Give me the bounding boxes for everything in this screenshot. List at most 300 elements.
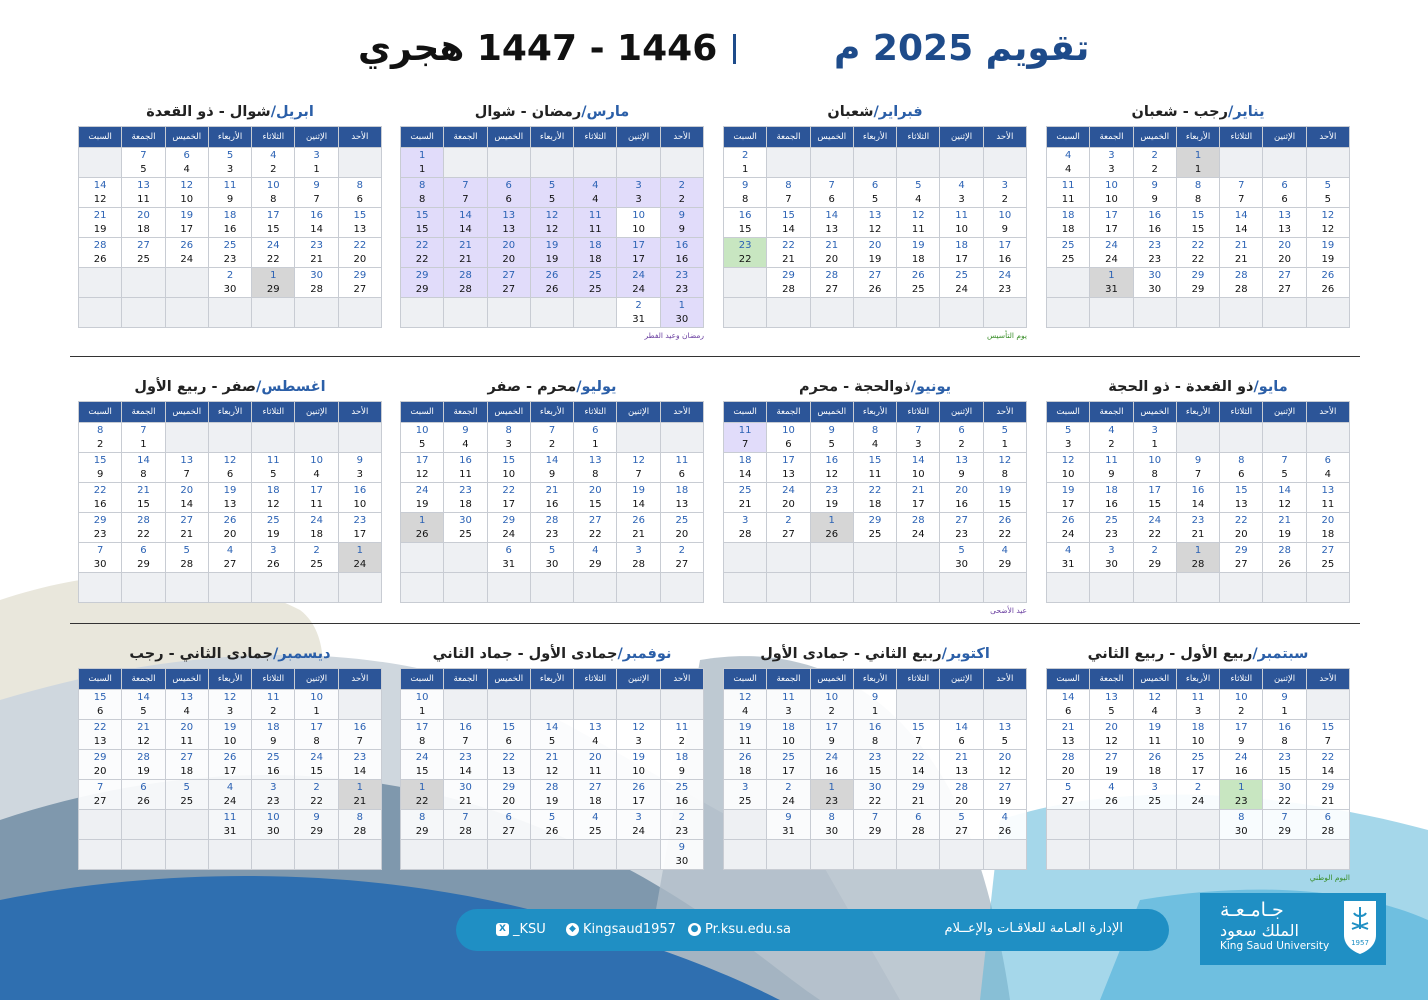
day-cell — [165, 690, 208, 720]
week-row — [724, 543, 1027, 573]
hijri-day: 23 — [675, 269, 689, 281]
gregorian-day: 12 — [137, 735, 150, 747]
gregorian-day: 27 — [223, 558, 237, 570]
week-row — [79, 148, 382, 178]
gregorian-day: 23 — [675, 825, 689, 837]
gregorian-day: 7 — [462, 735, 469, 747]
gregorian-day: 14 — [459, 765, 472, 777]
gregorian-day: 23 — [266, 795, 280, 807]
day-cell — [1133, 208, 1176, 238]
weekday-header: الأربعاء — [208, 669, 251, 690]
day-cell — [295, 543, 338, 573]
day-cell — [122, 720, 165, 750]
hijri-day: 29 — [415, 269, 429, 281]
empty-day-cell — [1133, 810, 1176, 840]
hijri-day: 1 — [356, 781, 364, 793]
week-row — [724, 810, 1027, 840]
gregorian-month-name: يونيو — [916, 379, 952, 395]
hijri-day: 23 — [868, 751, 882, 763]
gregorian-day: 16 — [223, 223, 237, 235]
day-cell — [574, 453, 617, 483]
gregorian-day: 11 — [1148, 735, 1162, 747]
weekday-header: السبت — [1047, 127, 1090, 148]
gregorian-day: 5 — [1324, 193, 1332, 205]
gregorian-day: 15 — [998, 498, 1012, 510]
day-cell — [1176, 208, 1219, 238]
empty-day-cell — [617, 423, 660, 453]
day-cell — [617, 543, 660, 573]
day-cell — [122, 483, 165, 513]
gregorian-day: 8 — [592, 468, 599, 480]
hijri-day: 25 — [1105, 514, 1118, 526]
day-cell — [767, 453, 810, 483]
gregorian-day: 7 — [183, 468, 190, 480]
gregorian-day: 16 — [955, 498, 968, 510]
gregorian-day: 6 — [785, 438, 792, 450]
day-cell — [617, 720, 660, 750]
weekday-header: السبت — [79, 669, 122, 690]
hijri-day: 18 — [738, 454, 752, 466]
gregorian-day: 9 — [1001, 223, 1009, 235]
footer-x[interactable] — [496, 922, 546, 937]
gregorian-day: 5 — [1108, 705, 1115, 717]
day-cell — [1047, 238, 1090, 268]
day-cell — [208, 720, 251, 750]
day-cell — [252, 750, 295, 780]
website-text: Pr.ksu.edu.sa — [705, 922, 791, 937]
hijri-day: 12 — [180, 179, 194, 191]
gregorian-day: 4 — [741, 705, 749, 717]
day-cell — [1263, 720, 1306, 750]
day-cell — [1133, 483, 1176, 513]
day-cell — [1090, 268, 1133, 298]
gregorian-day: 5 — [871, 193, 879, 205]
gregorian-day: 18 — [180, 765, 194, 777]
empty-day-cell — [810, 543, 853, 573]
gregorian-day: 8 — [1281, 735, 1288, 747]
hijri-day: 9 — [313, 811, 320, 823]
hijri-day: 6 — [505, 544, 512, 556]
day-cell — [897, 810, 940, 840]
hijri-day: 22 — [502, 751, 516, 763]
gregorian-day: 8 — [1194, 193, 1202, 205]
empty-day-cell — [444, 298, 487, 328]
hijri-day: 12 — [1321, 209, 1335, 221]
hijri-day: 2 — [741, 149, 749, 161]
empty-day-cell — [724, 840, 767, 870]
day-cell — [444, 750, 487, 780]
gregorian-month-name: يوليو — [581, 379, 617, 395]
empty-day-cell — [574, 840, 617, 870]
hijri-day: 16 — [310, 209, 323, 221]
gregorian-day: 20 — [1061, 765, 1075, 777]
hijri-day: 2 — [785, 781, 792, 793]
hijri-day: 29 — [1191, 269, 1205, 281]
empty-day-cell — [724, 573, 767, 603]
day-cell — [983, 750, 1026, 780]
month-title-slash: / — [873, 104, 879, 120]
empty-day-cell — [165, 573, 208, 603]
empty-day-cell — [487, 840, 530, 870]
empty-day-cell — [1263, 148, 1306, 178]
gregorian-day: 9 — [678, 765, 686, 777]
hijri-day: 10 — [1234, 691, 1248, 703]
gregorian-day: 4 — [313, 468, 320, 480]
gregorian-day: 14 — [911, 765, 925, 777]
gregorian-day: 18 — [588, 795, 602, 807]
day-cell — [79, 208, 122, 238]
gregorian-day: 18 — [588, 253, 602, 265]
hijri-day: 21 — [137, 484, 150, 496]
weekday-header: الجمعة — [444, 127, 487, 148]
footer-snapchat[interactable] — [566, 922, 676, 937]
hijri-day: 18 — [1061, 209, 1075, 221]
empty-day-cell — [1220, 840, 1263, 870]
gregorian-day: 17 — [180, 223, 194, 235]
hijri-day: 13 — [180, 454, 194, 466]
day-cell — [1306, 750, 1349, 780]
day-cell — [574, 483, 617, 513]
day-cell — [574, 780, 617, 810]
weekday-header: الثلاثاء — [252, 402, 295, 423]
day-cell — [295, 690, 338, 720]
empty-day-cell — [617, 690, 660, 720]
gregorian-month-name: ديسمبر — [278, 646, 331, 662]
month-calendar — [723, 373, 1027, 615]
gregorian-day: 22 — [415, 795, 429, 807]
day-cell — [444, 208, 487, 238]
day-cell — [444, 178, 487, 208]
hijri-day: 2 — [678, 179, 686, 191]
hijri-day: 21 — [1234, 239, 1248, 251]
hijri-day: 21 — [825, 239, 839, 251]
hijri-day: 16 — [1191, 484, 1205, 496]
hijri-day: 5 — [915, 179, 922, 191]
hijri-day: 24 — [998, 269, 1012, 281]
day-cell — [338, 720, 381, 750]
day-cell — [208, 483, 251, 513]
hijri-day: 11 — [675, 454, 689, 466]
gregorian-day: 9 — [828, 735, 835, 747]
gregorian-day: 29 — [137, 558, 150, 570]
empty-day-cell — [853, 543, 896, 573]
day-cell — [983, 268, 1026, 298]
gregorian-day: 12 — [1105, 735, 1118, 747]
hijri-day: 5 — [958, 811, 965, 823]
week-row — [79, 690, 382, 720]
hijri-month-name: ذوالحجة - محرم — [798, 379, 911, 395]
month-calendar — [78, 640, 382, 870]
day-cell — [1090, 178, 1133, 208]
day-cell — [444, 720, 487, 750]
hijri-day: 30 — [868, 781, 882, 793]
month-title-slash: / — [272, 646, 279, 662]
weekday-header: الثلاثاء — [1220, 669, 1263, 690]
hijri-day: 16 — [353, 484, 367, 496]
hijri-day: 27 — [502, 269, 516, 281]
empty-day-cell — [940, 148, 983, 178]
day-cell — [660, 298, 703, 328]
gregorian-day: 6 — [1064, 705, 1072, 717]
hijri-day: 4 — [226, 544, 234, 556]
week-row — [1047, 298, 1350, 328]
hijri-day: 25 — [266, 514, 280, 526]
hijri-day: 16 — [868, 721, 882, 733]
week-row — [1047, 148, 1350, 178]
day-cell — [487, 750, 530, 780]
gregorian-day: 9 — [1238, 735, 1245, 747]
day-cell — [165, 178, 208, 208]
day-cell — [338, 453, 381, 483]
hijri-day: 7 — [462, 179, 469, 191]
weekday-header: الخميس — [810, 669, 853, 690]
gregorian-day: 25 — [1321, 558, 1335, 570]
week-row — [1047, 453, 1350, 483]
gregorian-day: 17 — [911, 498, 925, 510]
empty-day-cell — [1263, 573, 1306, 603]
hijri-day: 13 — [588, 454, 602, 466]
day-cell — [79, 513, 122, 543]
empty-day-cell — [1306, 573, 1349, 603]
day-cell — [660, 720, 703, 750]
gregorian-day: 10 — [955, 223, 968, 235]
gregorian-day: 1 — [741, 163, 749, 175]
hijri-day: 26 — [632, 514, 645, 526]
weekday-header: الخميس — [165, 669, 208, 690]
hijri-day: 12 — [1148, 691, 1162, 703]
gregorian-day: 3 — [635, 193, 642, 205]
day-cell — [252, 513, 295, 543]
gregorian-day: 14 — [180, 498, 194, 510]
hijri-day: 25 — [955, 269, 968, 281]
gregorian-day: 28 — [459, 825, 472, 837]
hijri-day: 26 — [998, 514, 1012, 526]
day-cell — [1306, 780, 1349, 810]
month-holiday-note: اليوم الوطني — [1309, 873, 1350, 882]
empty-day-cell — [983, 298, 1026, 328]
hijri-day: 24 — [1234, 751, 1248, 763]
day-cell — [208, 178, 251, 208]
hijri-day: 28 — [545, 514, 559, 526]
gregorian-day: 15 — [415, 765, 429, 777]
day-cell — [1263, 513, 1306, 543]
footer-website[interactable] — [688, 922, 791, 937]
gregorian-day: 19 — [266, 528, 280, 540]
empty-day-cell — [1176, 573, 1219, 603]
empty-day-cell — [401, 298, 444, 328]
weekday-header: السبت — [724, 669, 767, 690]
day-cell — [165, 208, 208, 238]
day-cell — [487, 780, 530, 810]
day-cell — [165, 238, 208, 268]
hijri-day: 27 — [868, 269, 882, 281]
empty-day-cell — [853, 148, 896, 178]
gregorian-day: 1 — [140, 438, 147, 450]
empty-day-cell — [983, 573, 1026, 603]
day-cell — [79, 780, 122, 810]
hijri-day: 13 — [1105, 691, 1118, 703]
hijri-day: 13 — [1321, 484, 1335, 496]
gregorian-day: 28 — [632, 558, 645, 570]
day-cell — [122, 238, 165, 268]
hijri-day: 10 — [310, 691, 323, 703]
hijri-day: 17 — [1105, 209, 1118, 221]
weekday-header: الجمعة — [1090, 127, 1133, 148]
gregorian-day: 15 — [310, 765, 323, 777]
empty-day-cell — [1176, 423, 1219, 453]
day-cell — [940, 513, 983, 543]
hijri-day: 16 — [1148, 209, 1162, 221]
day-cell — [724, 720, 767, 750]
weekday-header: الخميس — [165, 127, 208, 148]
gregorian-day: 5 — [140, 163, 147, 175]
day-cell — [574, 810, 617, 840]
hijri-day: 13 — [137, 179, 150, 191]
day-cell — [724, 423, 767, 453]
gregorian-day: 12 — [825, 468, 839, 480]
hijri-day: 11 — [223, 179, 237, 191]
hijri-day: 3 — [1108, 544, 1115, 556]
week-row — [401, 690, 704, 720]
gregorian-day: 10 — [1191, 735, 1205, 747]
hijri-day: 28 — [955, 781, 968, 793]
hijri-day: 24 — [415, 751, 429, 763]
gregorian-day: 5 — [1281, 468, 1288, 480]
hijri-day: 27 — [1321, 544, 1335, 556]
hijri-day: 9 — [828, 424, 835, 436]
hijri-day: 17 — [998, 239, 1012, 251]
gregorian-day: 28 — [738, 528, 752, 540]
month-table — [78, 668, 382, 870]
gregorian-day: 5 — [418, 438, 426, 450]
day-cell — [338, 268, 381, 298]
hijri-day: 10 — [825, 691, 839, 703]
day-cell — [660, 238, 703, 268]
hijri-day: 2 — [1151, 149, 1158, 161]
hijri-day: 20 — [998, 751, 1012, 763]
hijri-day: 21 — [1061, 721, 1075, 733]
gregorian-day: 20 — [353, 253, 367, 265]
month-holiday-note: رمضان وعيد الفطر — [644, 331, 704, 340]
day-cell — [1090, 720, 1133, 750]
gregorian-month-name: اكتوبر — [946, 646, 990, 662]
hijri-day: 19 — [1148, 721, 1162, 733]
gregorian-day: 2 — [1151, 163, 1158, 175]
empty-day-cell — [767, 840, 810, 870]
hijri-day: 8 — [96, 424, 104, 436]
gregorian-day: 24 — [911, 528, 925, 540]
month-table — [1046, 126, 1350, 328]
gregorian-day: 25 — [588, 825, 602, 837]
empty-day-cell — [295, 423, 338, 453]
gregorian-day: 14 — [632, 498, 645, 510]
hijri-day: 1 — [1194, 544, 1202, 556]
hijri-day: 20 — [868, 239, 882, 251]
footer-department: الإدارة العـامة للعلاقـات والإعــلام — [944, 921, 1123, 936]
hijri-day: 6 — [505, 811, 512, 823]
month-title-slash: / — [617, 646, 623, 662]
hijri-day: 6 — [871, 179, 879, 191]
hijri-month-name: ربيع الأول - ربيع الثاني — [1087, 646, 1253, 662]
gregorian-day: 22 — [415, 253, 429, 265]
gregorian-day: 12 — [1321, 223, 1335, 235]
day-cell — [767, 810, 810, 840]
hijri-day: 15 — [782, 209, 795, 221]
day-cell — [810, 513, 853, 543]
week-row — [401, 573, 704, 603]
day-cell — [940, 178, 983, 208]
day-cell — [295, 483, 338, 513]
empty-day-cell — [79, 840, 122, 870]
gregorian-day: 11 — [137, 193, 150, 205]
hijri-day: 18 — [955, 239, 968, 251]
gregorian-day: 2 — [678, 193, 686, 205]
day-cell — [252, 720, 295, 750]
weekday-header: الإثنين — [617, 669, 660, 690]
gregorian-day: 19 — [1105, 765, 1118, 777]
hijri-day: 27 — [1278, 269, 1291, 281]
day-cell — [1220, 178, 1263, 208]
gregorian-day: 28 — [1191, 558, 1205, 570]
hijri-day: 30 — [459, 514, 472, 526]
hijri-day: 15 — [502, 454, 516, 466]
hijri-day: 5 — [1064, 424, 1072, 436]
day-cell — [617, 268, 660, 298]
gregorian-day: 30 — [675, 313, 689, 325]
day-cell — [897, 178, 940, 208]
hijri-day: 28 — [459, 269, 472, 281]
hijri-month-name: محرم - صفر — [487, 379, 577, 395]
hijri-day: 10 — [782, 424, 795, 436]
day-cell — [252, 780, 295, 810]
gregorian-day: 16 — [1234, 765, 1248, 777]
hijri-day: 8 — [418, 179, 426, 191]
hijri-day: 9 — [741, 179, 749, 191]
hijri-day: 21 — [545, 751, 559, 763]
day-cell — [338, 208, 381, 238]
hijri-day: 25 — [738, 484, 752, 496]
day-cell — [983, 208, 1026, 238]
week-row — [79, 780, 382, 810]
day-cell — [252, 208, 295, 238]
month-calendar — [1046, 98, 1350, 328]
empty-day-cell — [574, 148, 617, 178]
day-cell — [767, 513, 810, 543]
empty-day-cell — [487, 298, 530, 328]
empty-day-cell — [1047, 573, 1090, 603]
gregorian-day: 26 — [415, 528, 429, 540]
week-row — [1047, 208, 1350, 238]
month-title — [78, 640, 382, 668]
hijri-day: 6 — [1281, 179, 1288, 191]
hijri-day: 9 — [785, 811, 792, 823]
month-title-slash: / — [576, 379, 582, 395]
empty-day-cell — [122, 810, 165, 840]
weekday-header: الأحد — [660, 402, 703, 423]
hijri-day: 10 — [632, 209, 645, 221]
day-cell — [338, 810, 381, 840]
day-cell — [810, 268, 853, 298]
hijri-day: 22 — [1234, 514, 1248, 526]
hijri-day: 17 — [782, 454, 795, 466]
empty-day-cell — [338, 840, 381, 870]
gregorian-month-name: فبراير — [878, 104, 923, 120]
hijri-day: 14 — [137, 691, 150, 703]
day-cell — [79, 690, 122, 720]
weekday-header: الأربعاء — [1176, 669, 1219, 690]
hijri-day: 24 — [782, 484, 795, 496]
day-cell — [487, 513, 530, 543]
